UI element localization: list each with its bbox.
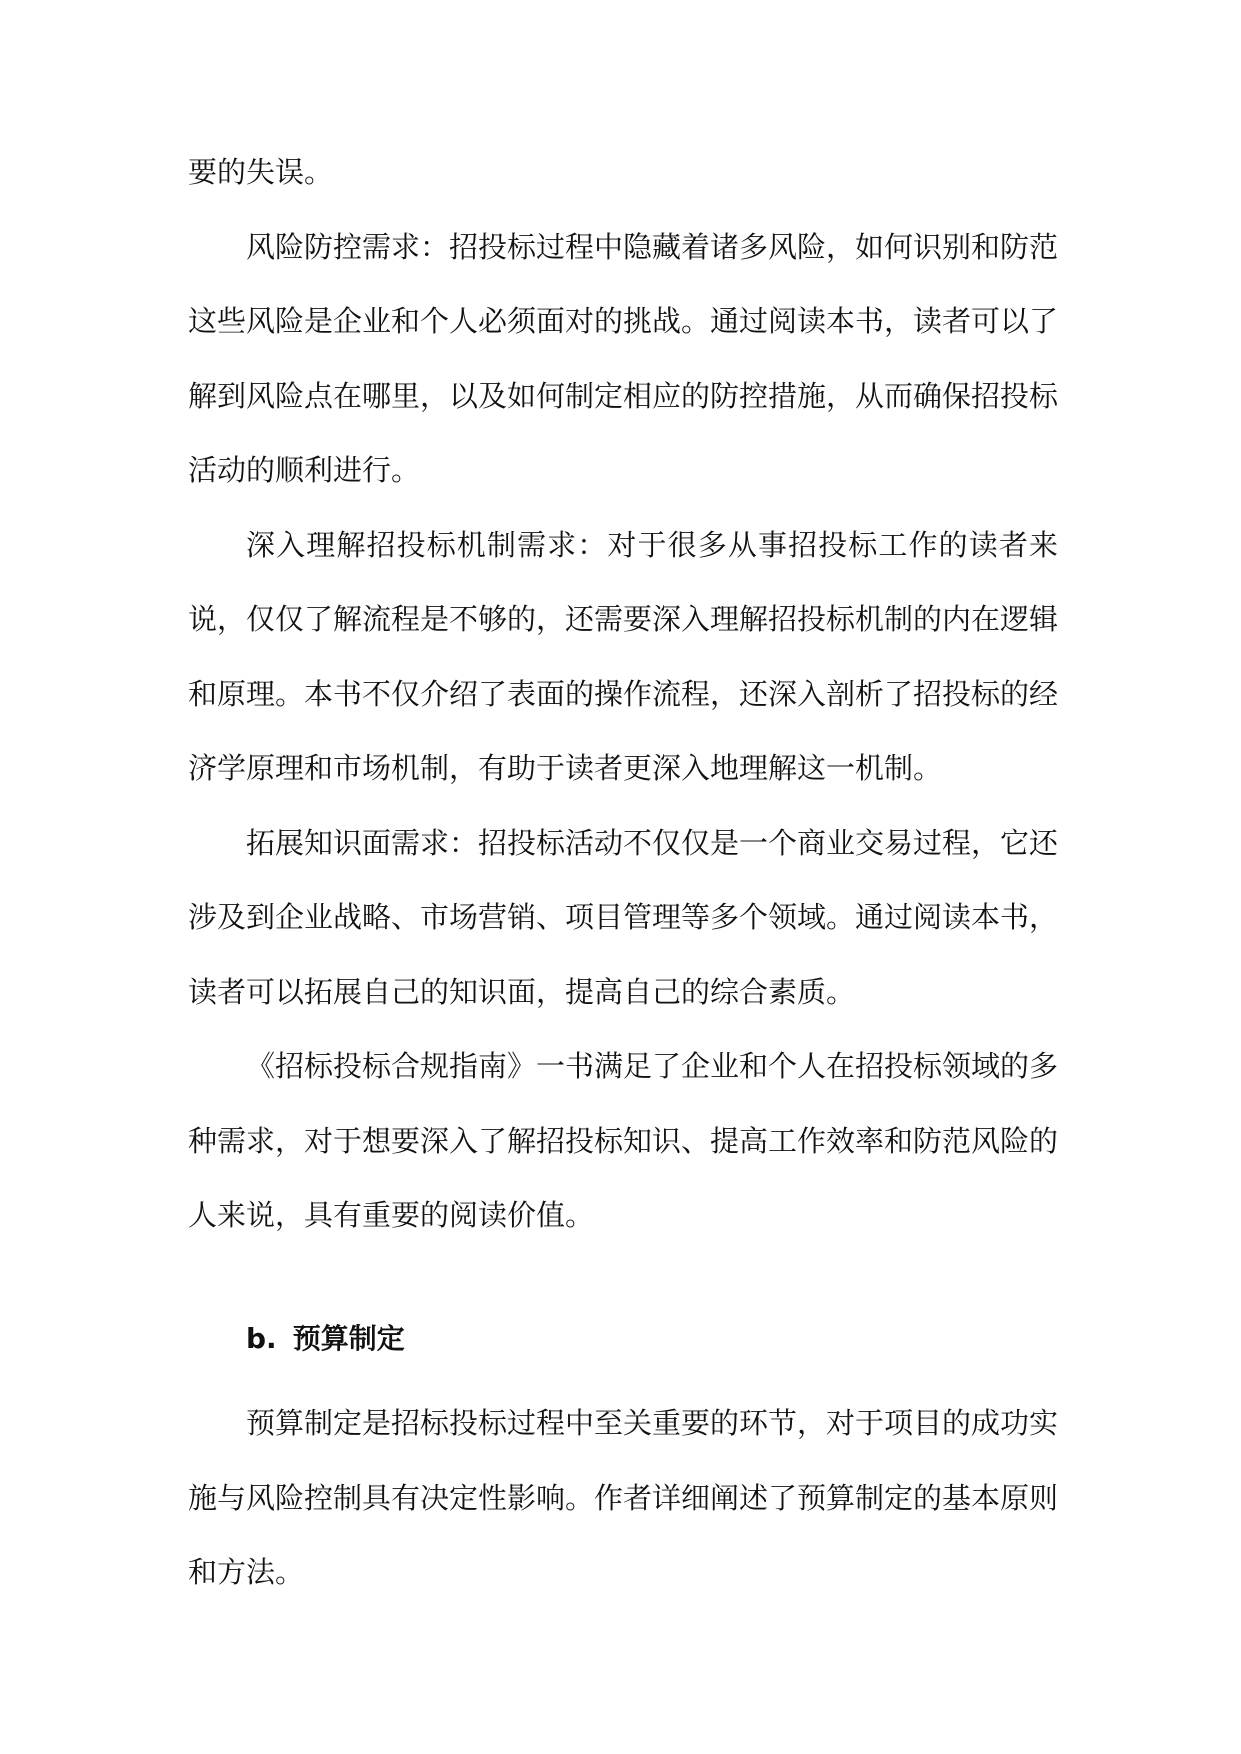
- paragraph-risk-control: 风险防控需求：招投标过程中隐藏着诸多风险，如何识别和防范这些风险是企业和个人必须面对的挑战。通过阅读本书，读者可以了解到风险点在哪里，以及如何制定相应的防控措施，从而确保招投标活动的顺利进行。: [188, 229, 1059, 487]
- paragraph-continuation: 要的失误。: [188, 155, 334, 189]
- body-text-top: [188, 135, 1058, 1253]
- section-marker: b.: [246, 1322, 277, 1355]
- paragraph-budget: 预算制定是招标投标过程中至关重要的环节，对于项目的成功实施与风险控制具有决定性影响。作者详细阐述了预算制定的基本原则和方法。: [188, 1406, 1059, 1589]
- section-title: 预算制定: [292, 1322, 405, 1355]
- body-text-bottom: [188, 1386, 1058, 1610]
- paragraph-knowledge: 拓展知识面需求：招投标活动不仅仅是一个商业交易过程，它还涉及到企业战略、市场营销、项目管理等多个领域。通过阅读本书，读者可以拓展自己的知识面，提高自己的综合素质。: [188, 825, 1059, 1009]
- paragraph-mechanism: 深入理解招投标机制需求：对于很多从事招投标工作的读者来说，仅仅了解流程是不够的，还需要深入理解招投标机制的内在逻辑和原理。本书不仅介绍了表面的操作流程，还深入剖析了招投标的经济学原理和市场机制，有助于读者更深入地理解这一机制。: [188, 527, 1059, 785]
- section-heading: [246, 1314, 846, 1364]
- paragraph-summary: 《招标投标合规指南》一书满足了企业和个人在招投标领域的多种需求，对于想要深入了解招投标知识、提高工作效率和防范风险的人来说，具有重要的阅读价值。: [188, 1049, 1059, 1232]
